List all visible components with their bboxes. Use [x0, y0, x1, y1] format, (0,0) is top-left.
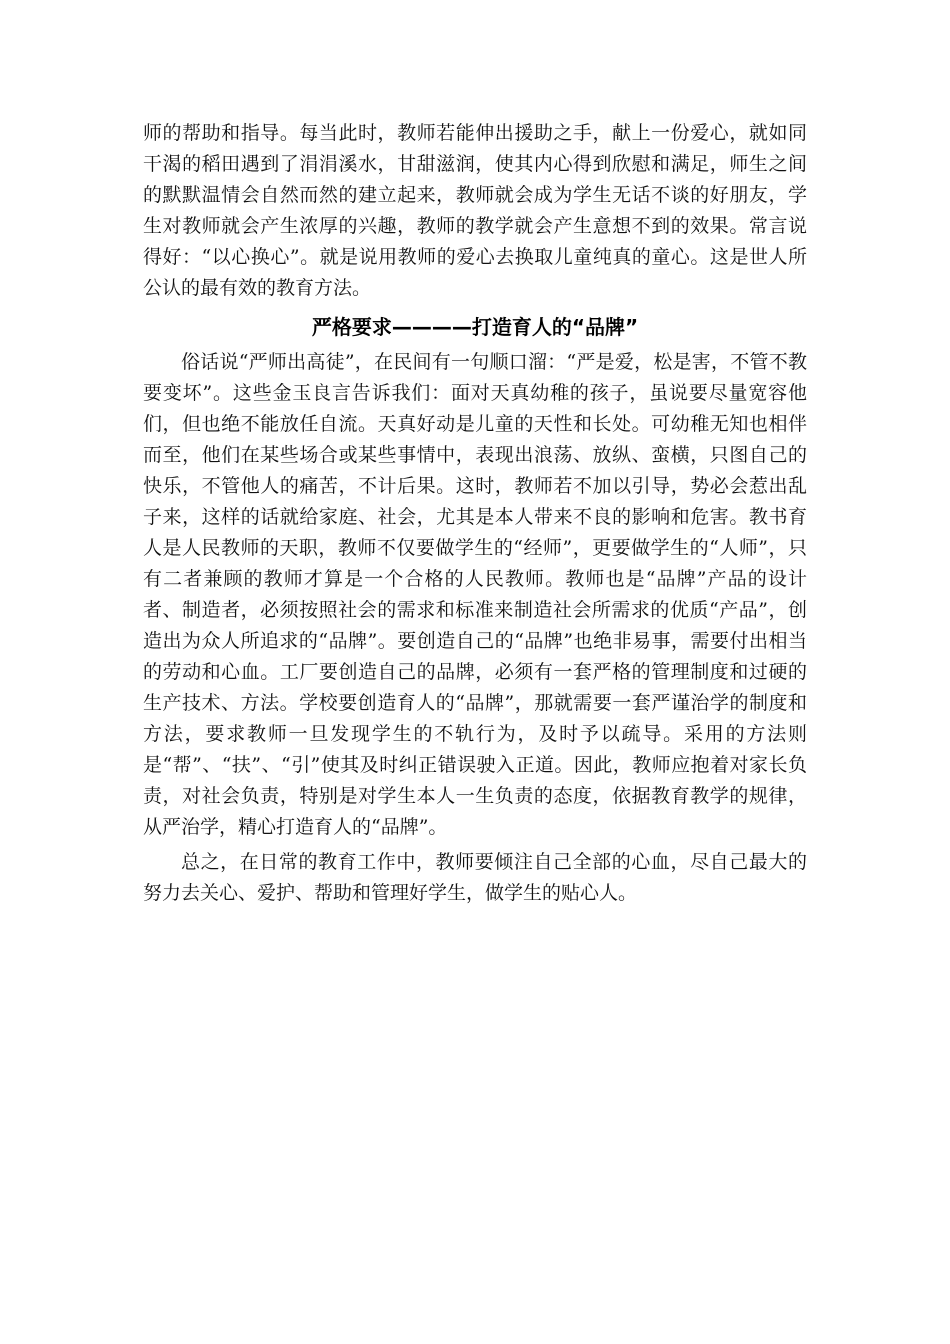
- paragraph-continuation: 师的帮助和指导。每当此时，教师若能伸出援助之手，献上一份爱心，就如同干渴的稻田遇到了涓涓溪水，甘甜滋润，使其内心得到欣慰和满足，师生之间的默默温情会自然而然的建立起来，教师就会成为学生无话不谈的好朋友，学生对教师就会产生浓厚的兴趣，教师的教学就会产生意想不到的效果。常言说得好：“以心换心”。就是说用教师的爱心去换取儿童纯真的童心。这是世人所公认的最有效的教育方法。: [143, 122, 807, 299]
- paragraph-conclusion: 总之，在日常的教育工作中，教师要倾注自己全部的心血，尽自己最大的努力去关心、爱护、帮助和管理好学生，做学生的贴心人。: [143, 851, 807, 904]
- document-body: [143, 118, 807, 909]
- section-heading: 严格要求————打造育人的“品牌”: [311, 315, 639, 339]
- paragraph-strict-requirements: 俗话说“严师出高徒”，在民间有一句顺口溜：“严是爱，松是害，不管不教要变坏”。这些金玉良言告诉我们：面对天真幼稚的孩子，虽说要尽量宽容他们，但也绝不能放任自流。天真好动是儿童的天性和长处。可幼稚无知也相伴而至，他们在某些场合或某些事情中，表现出浪荡、放纵、蛮横，只图自己的快乐，不管他人的痛苦，不计后果。这时，教师若不加以引导，势必会惹出乱子来，这样的话就给家庭、社会，尤其是本人带来不良的影响和危害。教书育人是人民教师的天职，教师不仅要做学生的“经师”，更要做学生的“人师”，只有二者兼顾的教师才算是一个合格的人民教师。教师也是“品牌”产品的设计者、制造者，必须按照社会的需求和标准来制造社会所需求的优质“产品”，创造出为众人所追求的“品牌”。要创造自己的“品牌”也绝非易事，需要付出相当的劳动和心血。工厂要创造自己的品牌，必须有一套严格的管理制度和过硬的生产技术、方法。学校要创造育人的“品牌”，那就需要一套严谨治学的制度和方法，要求教师一旦发现学生的不轨行为，及时予以疏导。采用的方法则是“帮”、“扶”、“引”使其及时纠正错误驶入正道。因此，教师应抱着对家长负责，对社会负责，特别是对学生本人一生负责的态度，依据教育教学的规律，从严治学，精心打造育人的“品牌”。: [143, 351, 807, 838]
